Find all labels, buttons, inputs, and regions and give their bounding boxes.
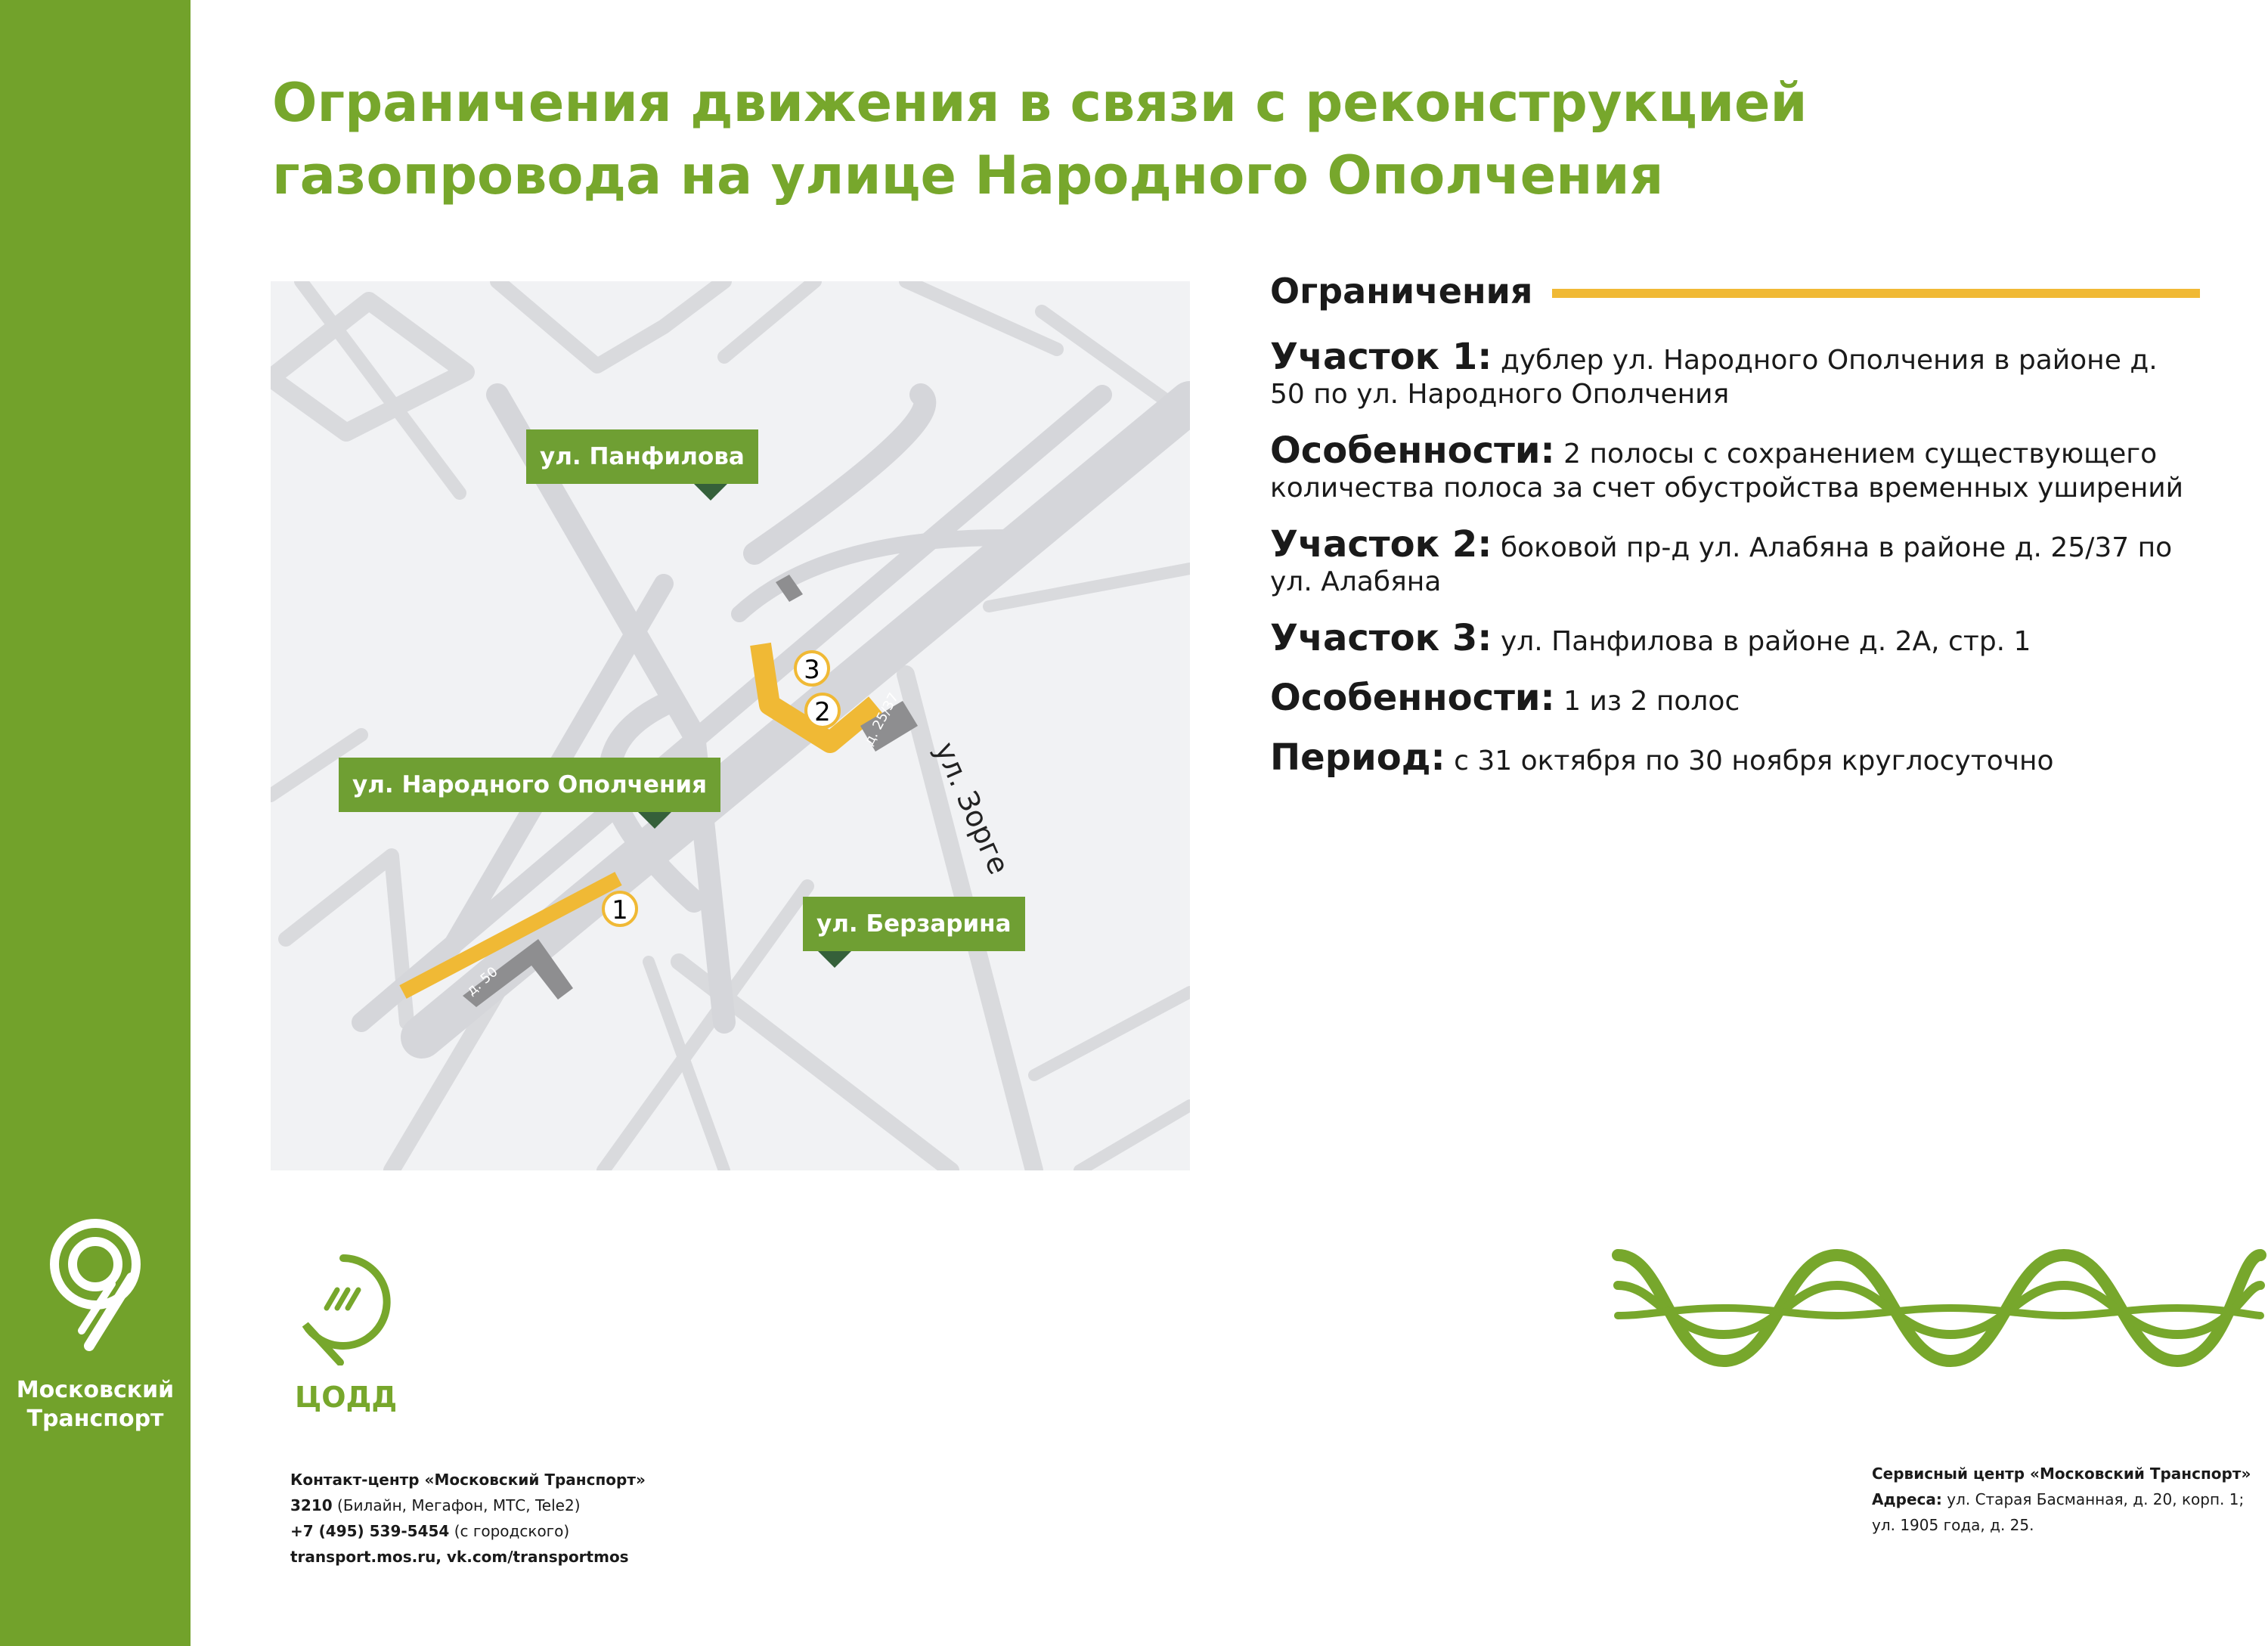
marker-2-label: 2 — [814, 697, 831, 727]
building-label-d50: д. 50 — [463, 963, 501, 1000]
section-title: Ограничения — [1270, 271, 1533, 312]
brand-sidebar — [0, 0, 191, 1646]
restriction-item — [1270, 336, 2200, 411]
contact-phone-long-note: (с городского) — [454, 1522, 570, 1540]
item-label: Участок 3: — [1270, 617, 1492, 659]
item-label: Участок 2: — [1270, 523, 1492, 566]
item-text: дублер ул. Народного Ополчения в районе д. 50 по ул. Народного Ополчения — [1270, 345, 2158, 410]
item-label: Участок 1: — [1270, 336, 1492, 378]
item-label: Особенности: — [1270, 677, 1555, 719]
service-addr-line1: ул. Старая Басманная, д. 20, корп. 1; — [1947, 1490, 2245, 1508]
page-title — [272, 67, 2162, 212]
road-map — [271, 281, 1190, 1170]
wave-pattern-icon — [1610, 1232, 2268, 1384]
moscow-transport-logo-text — [15, 1376, 175, 1434]
item-text: с 31 октября по 30 ноября круглосуточно — [1454, 746, 2054, 777]
contact-phone-short-note: (Билайн, Мегафон, МТС, Tele2) — [337, 1496, 581, 1514]
title-line2: газопровода на улице Народного Ополчения — [272, 144, 1664, 206]
service-addr-label: Адреса: — [1872, 1490, 1942, 1508]
marker-3-label: 3 — [804, 655, 820, 685]
moscow-transport-logo-icon — [42, 1217, 148, 1353]
logo-text-line2: Транспорт — [26, 1406, 164, 1432]
building-label-d2537: д. 25/37 — [861, 690, 903, 749]
logo-text-line1: Московский — [16, 1377, 175, 1403]
marker-1-label: 1 — [612, 895, 628, 925]
service-addr-line2: ул. 1905 года, д. 25. — [1872, 1516, 2034, 1534]
item-text: ул. Панфилова в районе д. 2А, стр. 1 — [1500, 626, 2031, 657]
item-text: 1 из 2 полос — [1563, 686, 1740, 717]
item-text: боковой пр-д ул. Алабяна в районе д. 25/37 по ул. Алабяна — [1270, 532, 2173, 597]
label-berzarina-text: ул. Берзарина — [816, 910, 1012, 938]
label-berzarina — [803, 897, 1025, 951]
contact-phone-short: 3210 — [290, 1496, 333, 1514]
title-line1: Ограничения движения в связи с реконструкцией — [272, 72, 1808, 134]
section-underline — [1552, 289, 2200, 298]
restriction-item — [1270, 429, 2200, 505]
label-zorge: ул. Зорге — [928, 737, 1016, 879]
label-narodnogo — [339, 758, 720, 812]
codd-logo-icon — [290, 1252, 396, 1365]
restriction-item — [1270, 617, 2200, 659]
contact-title: Контакт-центр «Московский Транспорт» — [290, 1471, 646, 1489]
service-center-footer — [1872, 1461, 2251, 1538]
label-narodnogo-text: ул. Народного Ополчения — [352, 771, 707, 798]
label-panfilova — [526, 429, 758, 484]
contact-center-footer — [290, 1467, 646, 1570]
restriction-item — [1270, 677, 2200, 719]
section-header — [1270, 265, 2200, 318]
item-label: Особенности: — [1270, 429, 1555, 472]
codd-logo-text: ЦОДД — [295, 1381, 398, 1414]
restriction-item — [1270, 736, 2200, 779]
item-label: Период: — [1270, 736, 1445, 779]
restriction-item — [1270, 523, 2200, 599]
item-text: 2 полосы с сохранением существующего количества полоса за счет обустройства временных уширений — [1270, 439, 2184, 504]
service-title: Сервисный центр «Московский Транспорт» — [1872, 1465, 2251, 1483]
contact-phone-long: +7 (495) 539-5454 — [290, 1522, 450, 1540]
map-panel — [271, 281, 1190, 1170]
label-panfilova-text: ул. Панфилова — [540, 443, 745, 470]
contact-links: transport.mos.ru, vk.com/transportmos — [290, 1548, 629, 1566]
restrictions-panel — [1270, 265, 2200, 778]
